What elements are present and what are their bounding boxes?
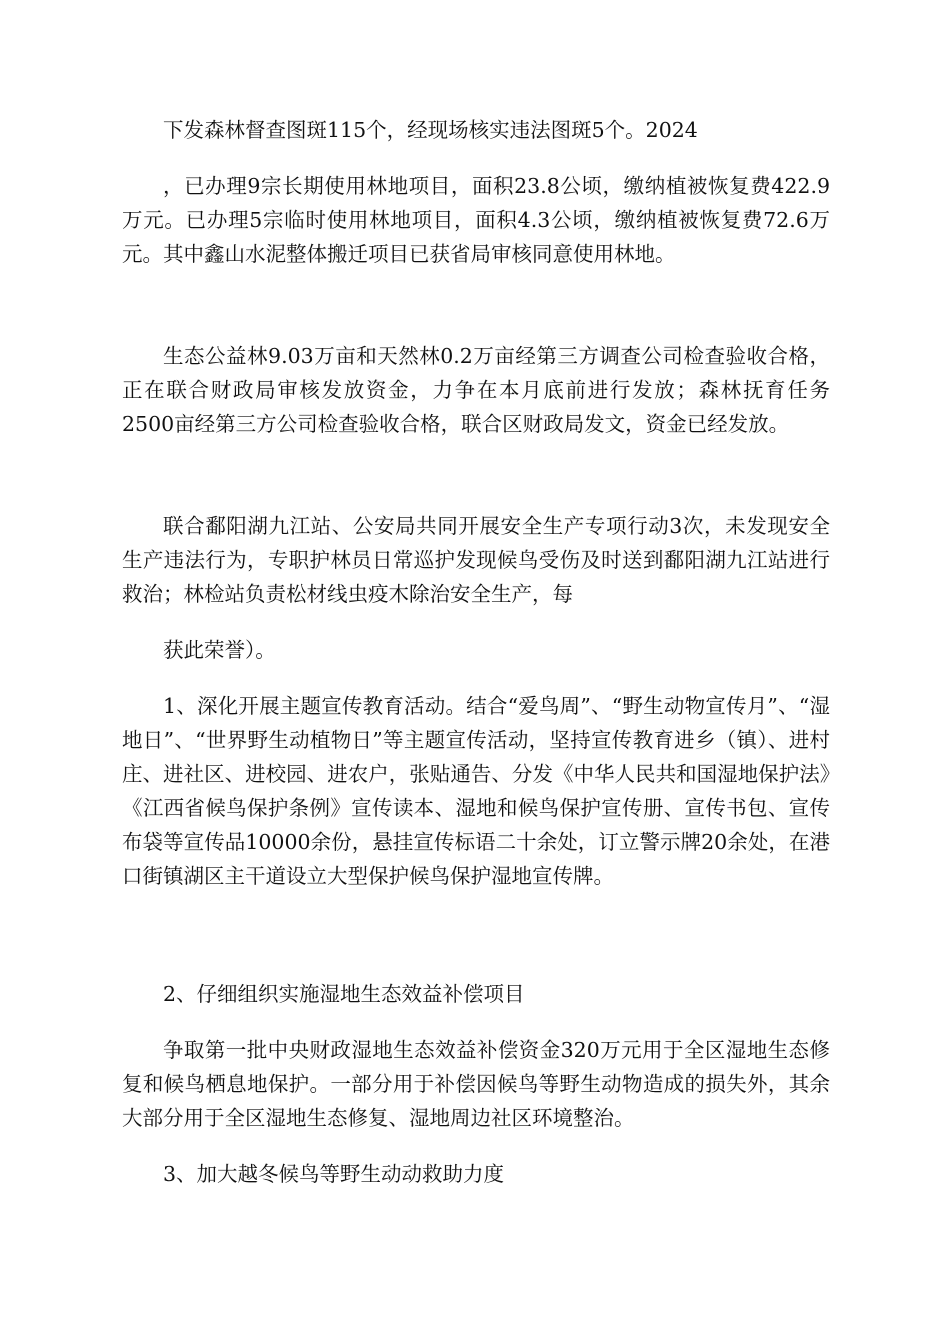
paragraph-honor: 获此荣誉）。: [163, 638, 276, 662]
paragraph-forest-inspection: 下发森林督查图斑115个，经现场核实违法图斑5个。2024: [163, 118, 698, 142]
paragraph-forest-land-projects: ，已办理9宗长期使用林地项目，面积23.8公顷，缴纳植被恢复费422.9万元。已办理5宗临时使用林地项目，面积4.3公顷，缴纳植被恢复费72.6万元。其中鑫山水泥整体搬迁项目已获省局审核同意使用林地。: [122, 174, 830, 266]
heading-bird-rescue: 3、加大越冬候鸟等野生动动救助力度: [163, 1162, 505, 1186]
heading-wetland-compensation: 2、仔细组织实施湿地生态效益补偿项目: [163, 982, 525, 1006]
paragraph-safety-production: 联合鄱阳湖九江站、公安局共同开展安全生产专项行动3次，未发现安全生产违法行为，专职护林员日常巡护发现候鸟受伤及时送到鄱阳湖九江站进行救治；林检站负责松材线虫疫木除治安全生产，每: [122, 514, 830, 606]
paragraph-ecological-forest: 生态公益林9.03万亩和天然林0.2万亩经第三方调查公司检查验收合格，正在联合财政局审核发放资金，力争在本月底前进行发放；森林抚育任务2500亩经第三方公司检查验收合格，联合区财政局发文，资金已经发放。: [122, 344, 830, 436]
paragraph-publicity-education: 1、深化开展主题宣传教育活动。结合“爱鸟周”、“野生动物宣传月”、“湿地日”、“世界野生动植物日”等主题宣传活动，坚持宣传教育进乡（镇）、进村庄、进社区、进校园、进农户，张贴通告、分发《中华人民共和国湿地保护法》《江西省候鸟保护条例》宣传读本、湿地和候鸟保护宣传册、宣传书包、宣传布袋等宣传品10000余份，悬挂宣传标语二十余处，订立警示牌20余处，在港口街镇湖区主干道设立大型保护候鸟保护湿地宣传牌。: [122, 694, 830, 888]
paragraph-wetland-funds: 争取第一批中央财政湿地生态效益补偿资金320万元用于全区湿地生态修复和候鸟栖息地保护。一部分用于补偿因候鸟等野生动物造成的损失外，其余大部分用于全区湿地生态修复、湿地周边社区环境整治。: [122, 1038, 830, 1130]
